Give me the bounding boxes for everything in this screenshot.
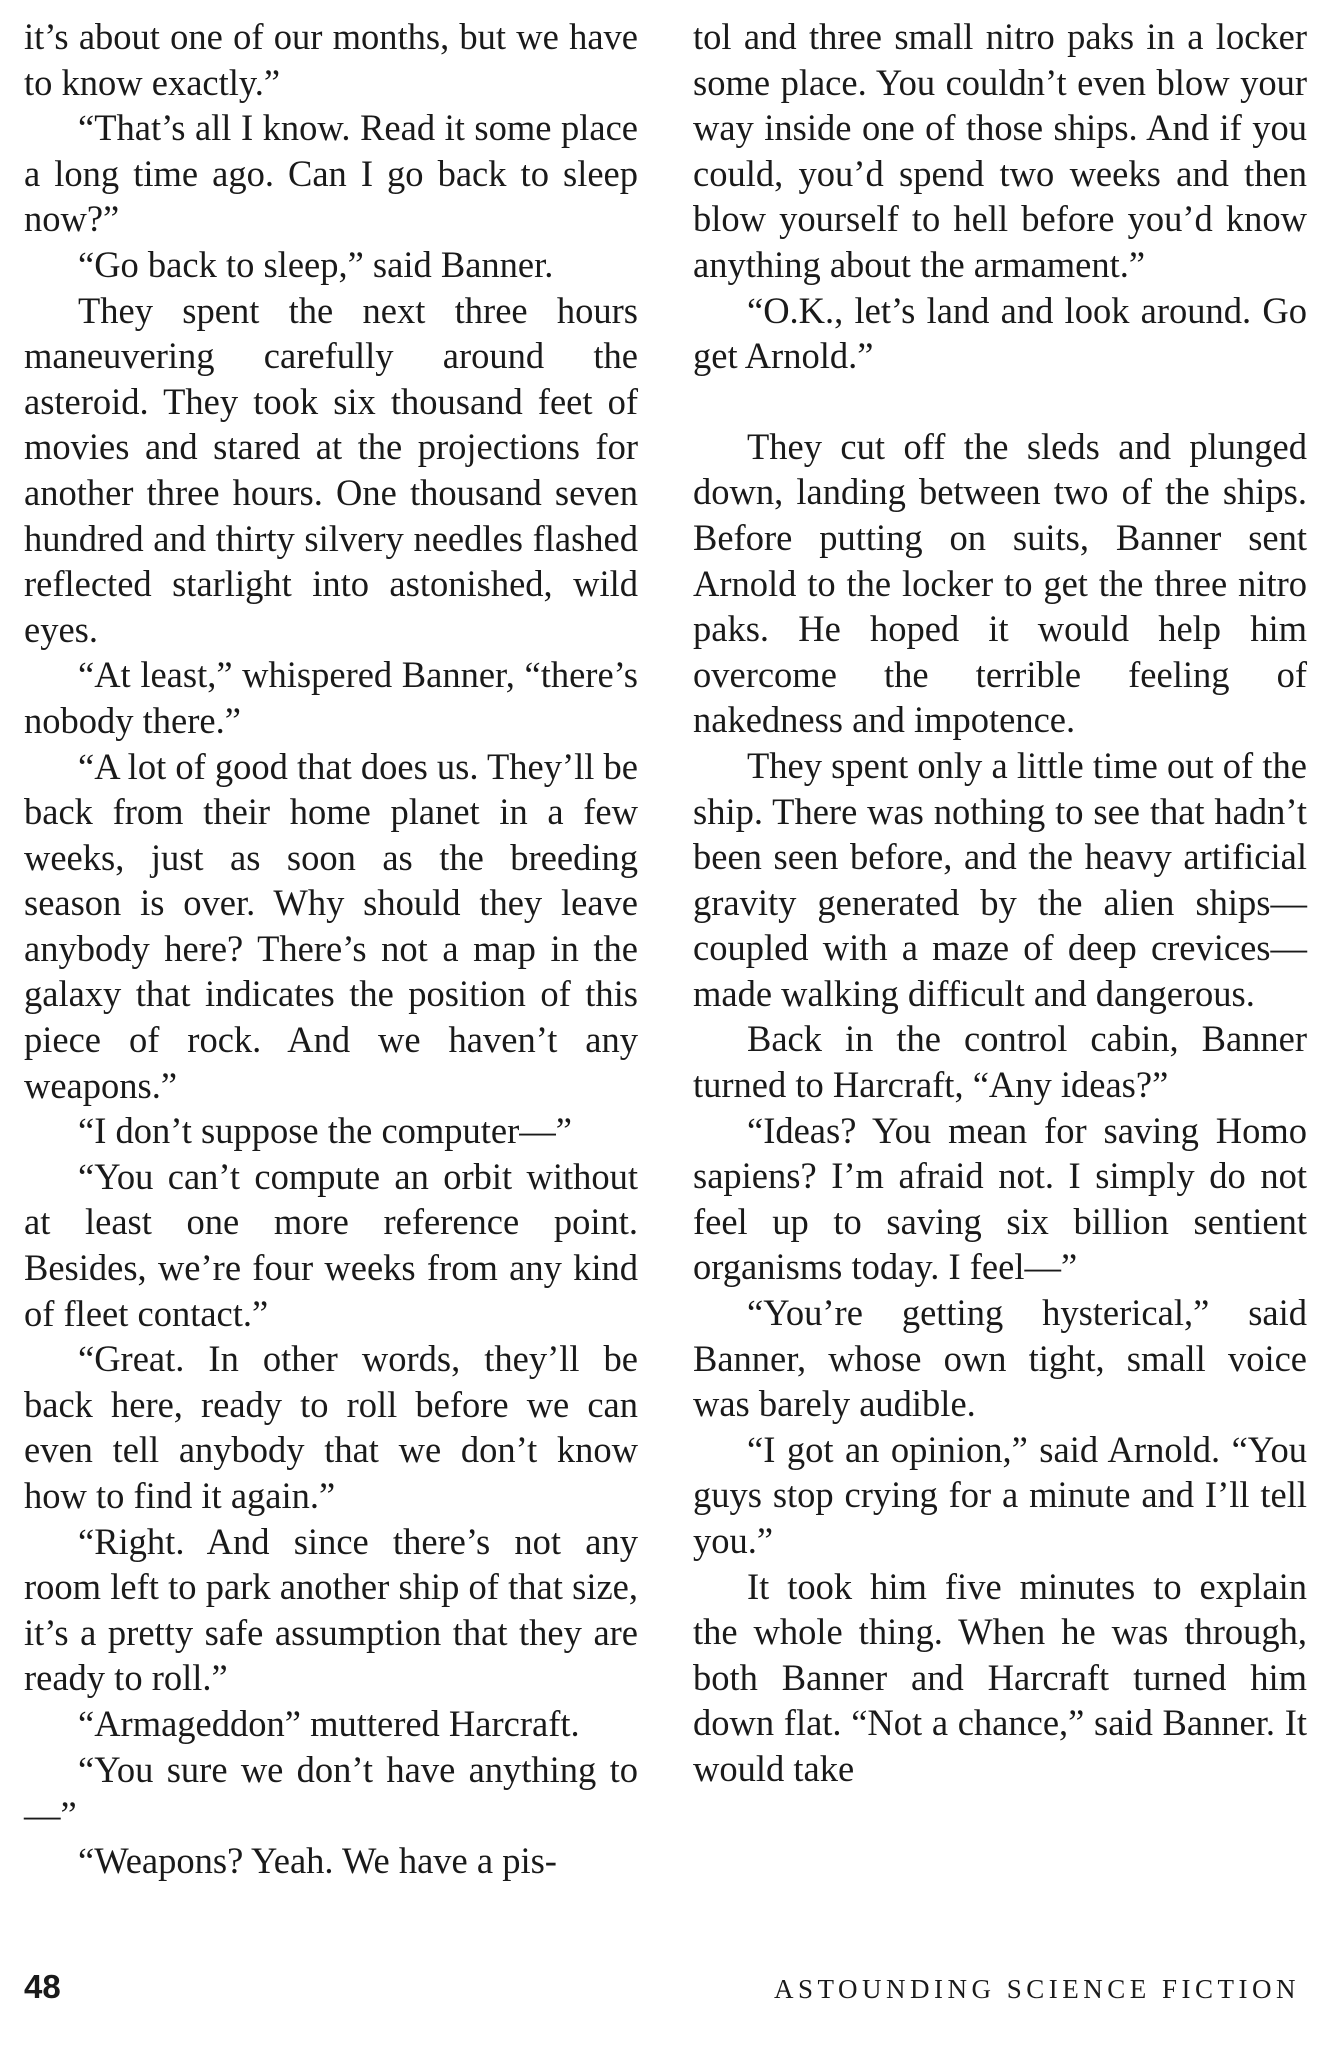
paragraph: They spent only a little time out of the ship. There was nothing to see that hadn’t been seen before, and the heavy artificial gravity generated by the alien ships—coupled with a maze of deep crevices—made walking difficult and dangerous. — [693, 744, 1307, 1014]
paragraph: “Ideas? You mean for saving Homo sapiens? I’m afraid not. I simply do not feel up to saving six billion sentient organisms today. I feel—” — [693, 1109, 1307, 1288]
paragraph: “Right. And since there’s not any room left to park another ship of that size, it’s a pretty safe assumption that they are ready to roll.” — [24, 1520, 638, 1699]
paragraph: “Go back to sleep,” said Banner. — [78, 243, 554, 285]
paragraph: “I don’t suppose the computer—” — [78, 1110, 572, 1152]
paragraph: “A lot of good that does us. They’ll be back from their home planet in a few weeks, just as soon as the breeding season is over. Why should they leave anybody here? There’s not a map in the galaxy that indicates the position of this piece of rock. And we haven’t any weapons.” — [24, 745, 638, 1106]
paragraph: “I got an opinion,” said Arnold. “You guys stop crying for a minute and I’ll tell you.” — [693, 1428, 1307, 1561]
paragraph: It took him five minutes to explain the whole thing. When he was through, both Banner and Harcraft turned him down flat. “Not a chance,” said Banner. It would take — [693, 1565, 1307, 1789]
paragraph: “Great. In other words, they’ll be back here, ready to roll before we can even tell anybody that we don’t know how to find it again.” — [24, 1338, 638, 1516]
paragraph: “You’re getting hysterical,” said Banner, whose own tight, small voice was barely audible. — [693, 1292, 1307, 1425]
paragraph: “Weapons? Yeah. We have a pis- — [78, 1839, 557, 1881]
paragraph: “That’s all I know. Read it some place a long time ago. Can I go back to sleep now?” — [24, 107, 638, 240]
paragraph: “Armageddon” muttered Harcraft. — [78, 1702, 580, 1744]
right-text-column — [693, 14, 1307, 1792]
paragraph: Back in the control cabin, Banner turned to Harcraft, “Any ideas?” — [693, 1018, 1307, 1106]
paragraph: They spent the next three hours maneuvering carefully around the asteroid. They took six thousand feet of movies and stared at the projections for another three hours. One thousand seven hundred and thirty silvery needles flashed reflected starlight into astonished, wild eyes. — [24, 289, 638, 650]
left-text-column — [24, 14, 638, 1883]
paragraph: it’s about one of our months, but we have to know exactly.” — [24, 16, 638, 103]
paragraph: tol and three small nitro paks in a locker some place. You couldn’t even blow your way inside one of those ships. And if you could, you’d spend two weeks and then blow yourself to hell before you’d know anything about the armament.” — [693, 16, 1307, 285]
paragraph: “You sure we don’t have anything to—” — [24, 1748, 638, 1836]
running-footer-magazine-title: ASTOUNDING SCIENCE FICTION — [773, 1974, 1300, 2004]
paragraph: “You can’t compute an orbit without at least one more reference point. Besides, we’re four weeks from any kind of fleet contact.” — [24, 1155, 638, 1334]
paragraph: They cut off the sleds and plunged down, landing between two of the ships. Before putting on suits, Banner sent Arnold to the locker to get the three nitro paks. He hoped it would help him overcome the terrible feeling of nakedness and impotence. — [693, 425, 1307, 741]
paragraph: “At least,” whispered Banner, “there’s nobody there.” — [24, 654, 638, 741]
page-number: 48 — [24, 1968, 61, 2005]
paragraph: “O.K., let’s land and look around. Go get Arnold.” — [693, 289, 1307, 377]
